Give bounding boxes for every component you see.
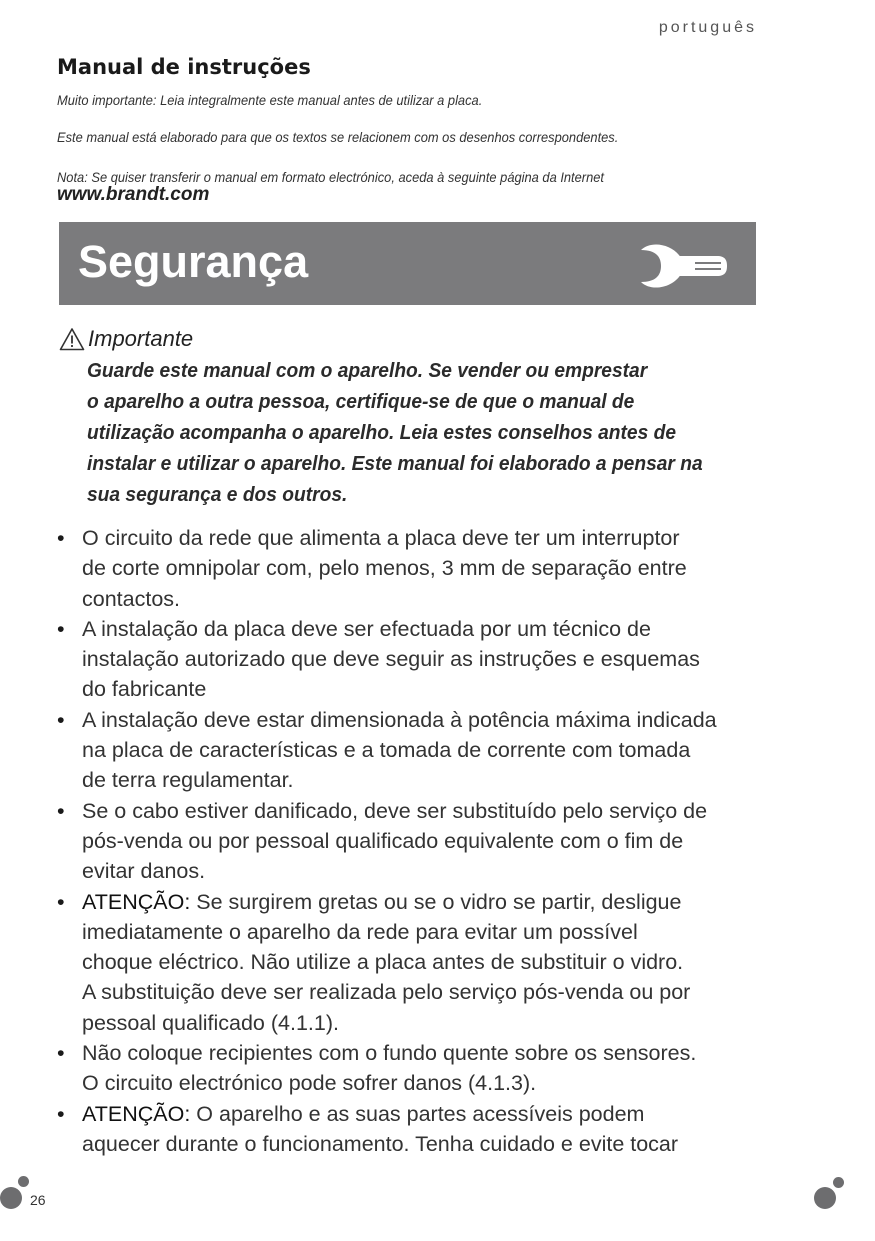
important-line: Guarde este manual com o aparelho. Se vender ou emprestar bbox=[87, 360, 648, 382]
attention-text: O aparelho e as suas partes acessíveis podem bbox=[190, 1101, 645, 1126]
intro-download-note: Nota: Se quiser transferir o manual em formato electrónico, aceda à seguinte página da Internet bbox=[57, 169, 604, 185]
attention-label: ATENÇÃO: bbox=[82, 1101, 191, 1126]
list-item-line: A substituição deve ser realizada pelo serviço pós-venda ou por bbox=[82, 980, 691, 1005]
list-item-line: na placa de características e a tomada de corrente com tomada bbox=[82, 738, 691, 763]
important-header bbox=[59, 326, 759, 352]
list-item-line: • Não coloque recipientes com o fundo quente sobre os sensores. bbox=[82, 1041, 697, 1066]
list-item-line bbox=[82, 887, 761, 917]
list-item-line: evitar danos. bbox=[82, 859, 206, 884]
list-item-line: de terra regulamentar. bbox=[82, 768, 294, 793]
manual-title: Manual de instruções bbox=[57, 55, 311, 79]
list-item-line: • O circuito da rede que alimenta a placa deve ter um interruptor bbox=[82, 526, 680, 550]
list-item bbox=[56, 1038, 761, 1099]
corner-dot-small-left bbox=[18, 1176, 29, 1187]
page-number: 26 bbox=[30, 1192, 46, 1208]
list-item bbox=[56, 614, 761, 705]
list-item-line: do fabricante bbox=[82, 677, 207, 702]
wrench-icon bbox=[629, 238, 729, 294]
list-item-line: O circuito electrónico pode sofrer danos (4.1.3). bbox=[82, 1071, 537, 1096]
intro-text-relation-note: Este manual está elaborado para que os textos se relacionem com os desenhos correspondentes. bbox=[57, 129, 619, 145]
attention-label: ATENÇÃO: bbox=[82, 889, 191, 914]
list-item-line: de corte omnipolar com, pelo menos, 3 mm de separação entre bbox=[82, 556, 687, 581]
list-item-line: aquecer durante o funcionamento. Tenha cuidado e evite tocar bbox=[82, 1131, 679, 1156]
list-item bbox=[56, 523, 761, 614]
list-item bbox=[56, 796, 761, 887]
list-item bbox=[56, 887, 761, 1038]
safety-banner-title: Segurança bbox=[78, 236, 309, 287]
corner-dot-large-right bbox=[814, 1187, 836, 1209]
list-item-line: • Se o cabo estiver danificado, deve ser substituído pelo serviço de bbox=[82, 798, 708, 823]
safety-instructions-list bbox=[56, 523, 761, 1159]
important-line: instalar e utilizar o aparelho. Este manual foi elaborado a pensar na bbox=[87, 453, 703, 475]
important-title: Importante bbox=[88, 326, 194, 351]
list-item-line: pessoal qualificado (4.1.1). bbox=[82, 1010, 339, 1035]
list-item-line: imediatamente o aparelho da rede para evitar um possível bbox=[82, 919, 638, 944]
intro-important-note: Muito importante: Leia integralmente este manual antes de utilizar a placa. bbox=[57, 92, 483, 108]
safety-banner bbox=[59, 222, 756, 305]
important-line: utilização acompanha o aparelho. Leia estes conselhos antes de bbox=[87, 422, 677, 444]
list-item-line: instalação autorizado que deve seguir as instruções e esquemas bbox=[82, 647, 700, 672]
list-item-line bbox=[82, 1099, 761, 1129]
list-item-line: contactos. bbox=[82, 586, 180, 611]
corner-dot-small-right bbox=[833, 1177, 844, 1188]
warning-triangle-icon bbox=[59, 327, 85, 351]
important-notice bbox=[59, 326, 759, 511]
important-body bbox=[87, 356, 740, 511]
list-item-line: pós-venda ou por pessoal qualificado equivalente com o fim de bbox=[82, 828, 684, 853]
website-url: www.brandt.com bbox=[57, 184, 210, 205]
list-item bbox=[56, 1099, 761, 1160]
important-line: sua segurança e dos outros. bbox=[87, 484, 348, 506]
list-item-line: choque eléctrico. Não utilize a placa antes de substituir o vidro. bbox=[82, 950, 684, 975]
list-item-line: • A instalação deve estar dimensionada à potência máxima indicada bbox=[82, 707, 717, 732]
attention-text: Se surgirem gretas ou se o vidro se partir, desligue bbox=[190, 889, 682, 914]
language-label: português bbox=[658, 19, 757, 36]
corner-dot-large-left bbox=[0, 1187, 22, 1209]
list-item-line: • A instalação da placa deve ser efectuada por um técnico de bbox=[82, 616, 651, 641]
list-item bbox=[56, 705, 761, 796]
important-line: o aparelho a outra pessoa, certifique-se de que o manual de bbox=[87, 391, 635, 413]
